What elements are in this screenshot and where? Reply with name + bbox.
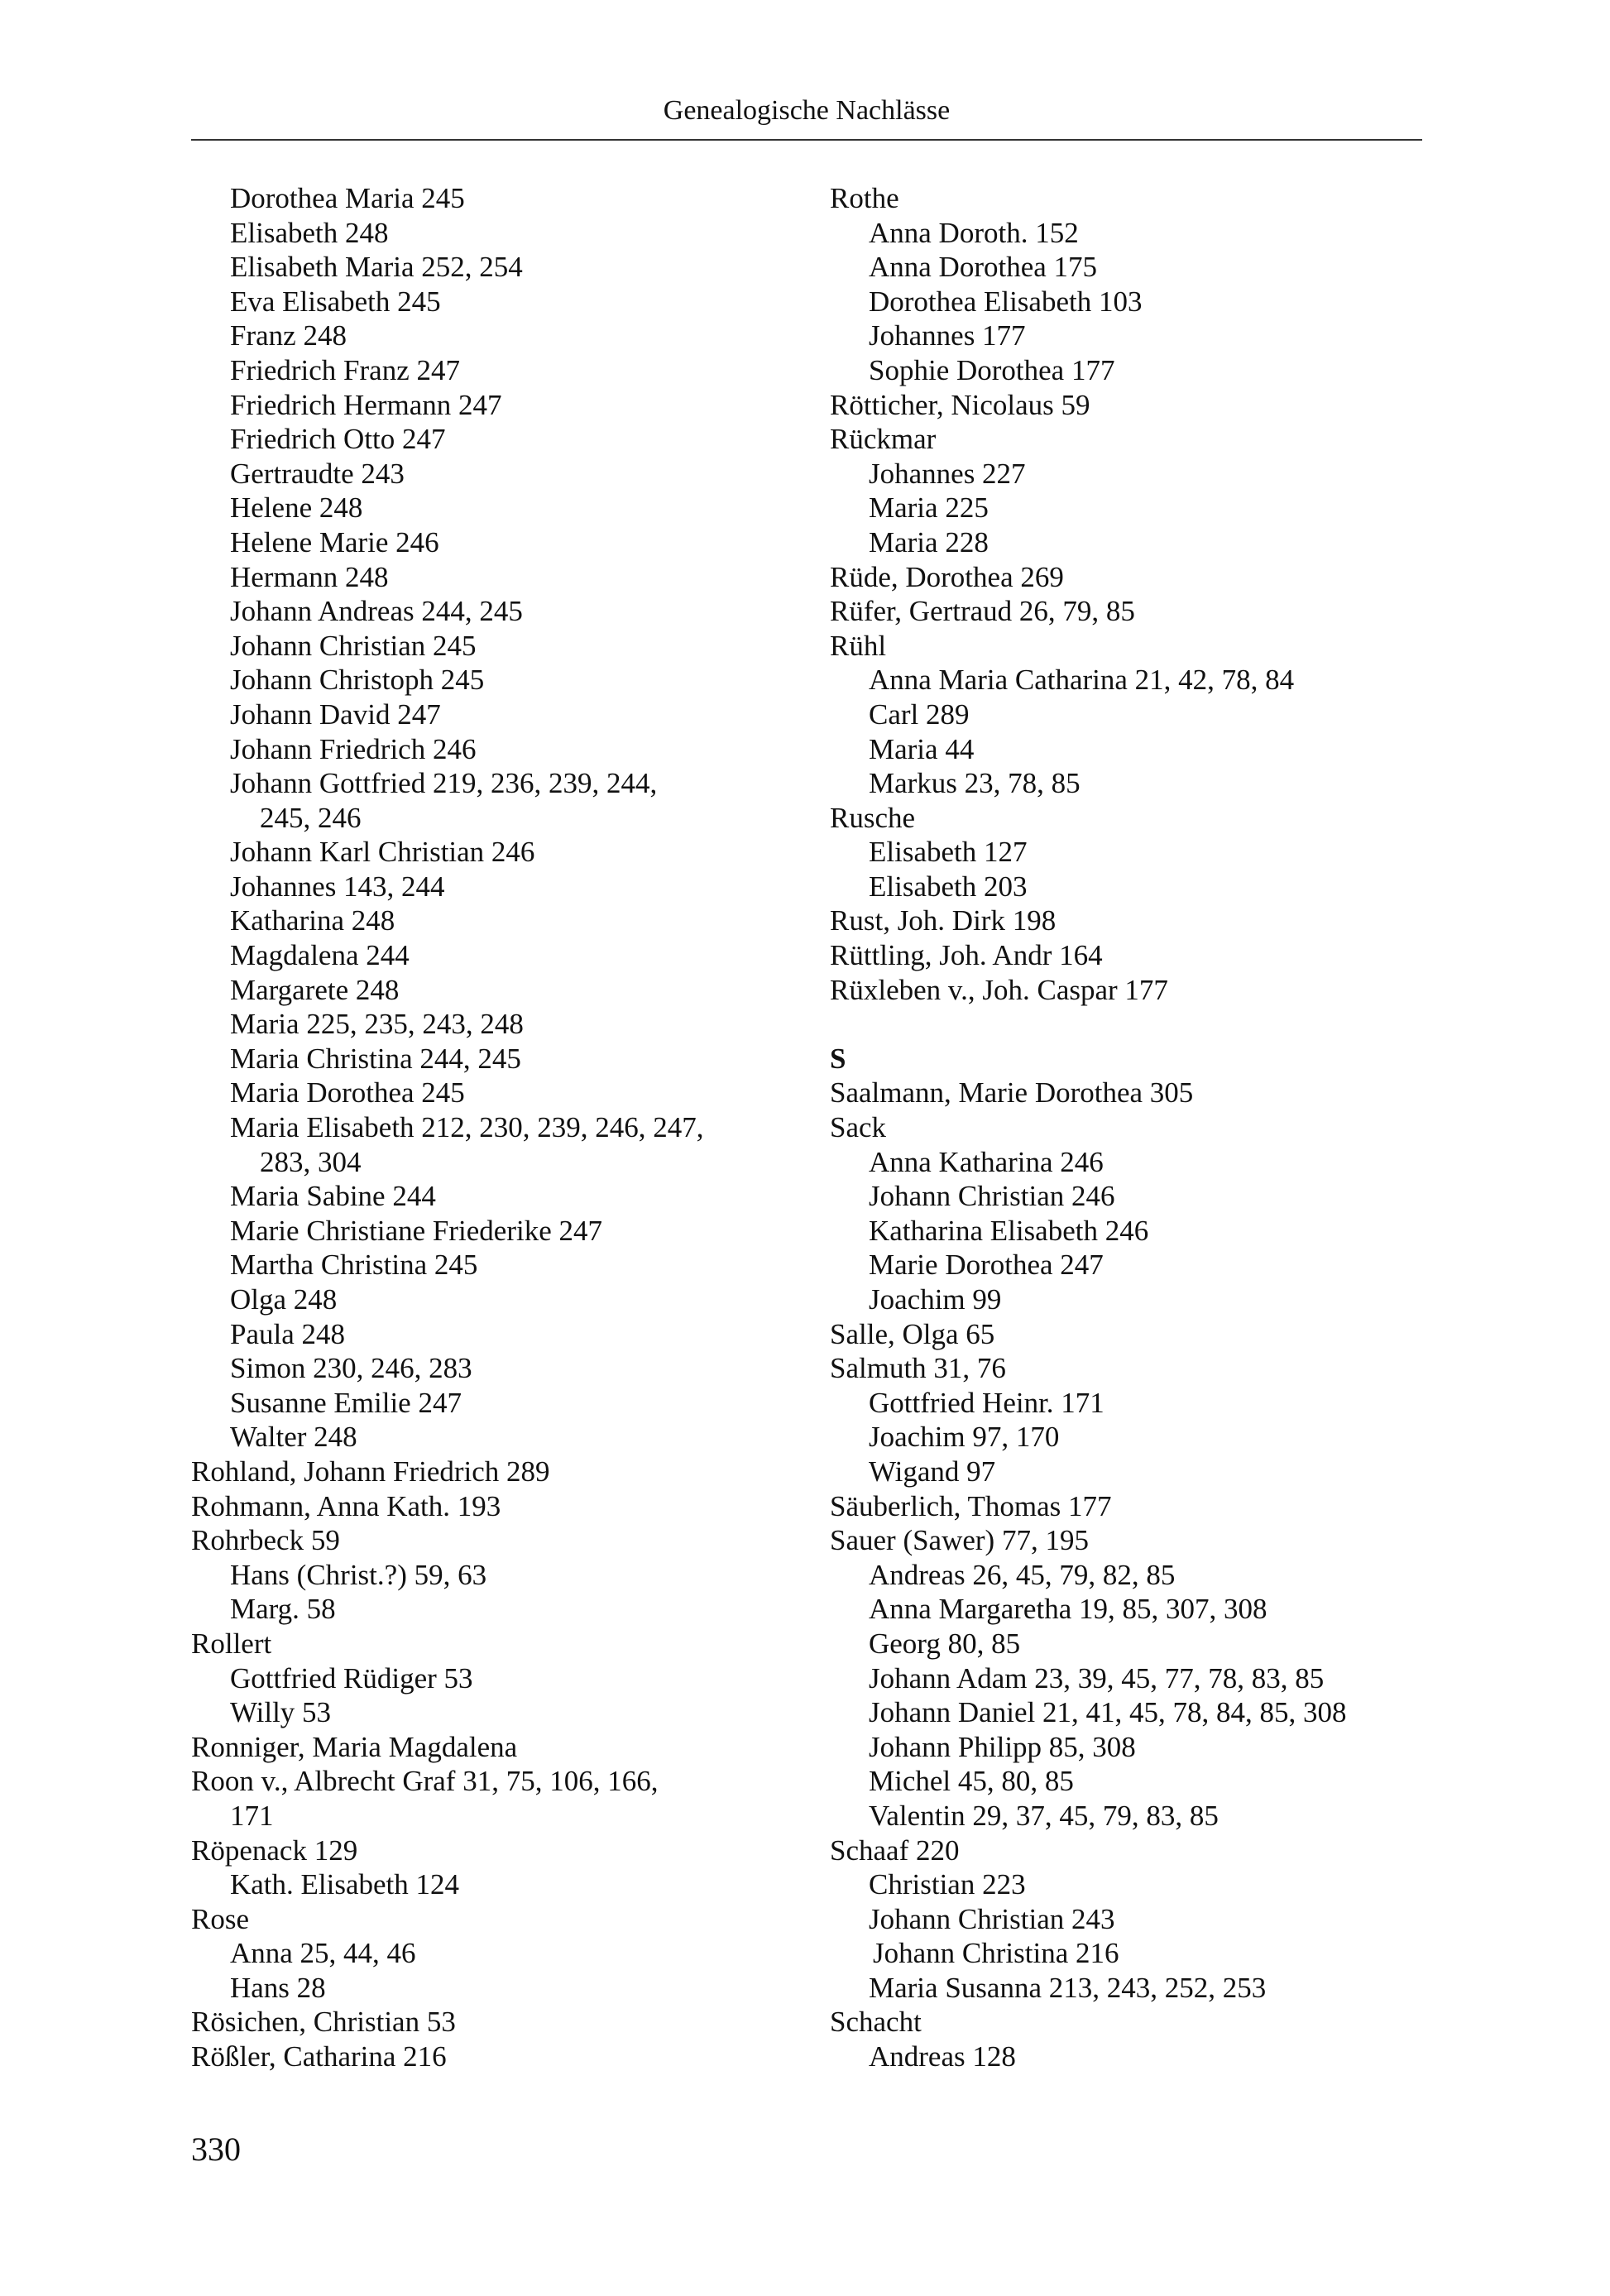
index-entry: Willy 53 <box>230 1696 332 1729</box>
page-number: 330 <box>191 2131 241 2168</box>
index-entry: Maria 225, 235, 243, 248 <box>230 1008 524 1041</box>
index-entry: Marg. 58 <box>230 1593 336 1626</box>
index-entry: Röpenack 129 <box>191 1833 358 1867</box>
index-entry: Anna Doroth. 152 <box>869 216 1079 249</box>
index-entry: Dorothea Maria 245 <box>230 182 465 214</box>
index-entry: Maria 44 <box>869 732 975 765</box>
index-entry: Schacht <box>830 2006 922 2039</box>
index-entry: Rößler, Catharina 216 <box>191 2040 447 2073</box>
index-entry: Johann Christoph 245 <box>230 664 485 697</box>
index-entry: Johann David 247 <box>230 697 441 731</box>
index-entry: Olga 248 <box>230 1283 338 1316</box>
index-entry: Sophie Dorothea 177 <box>869 353 1115 386</box>
index-entry: Walter 248 <box>230 1421 357 1454</box>
index-entry: Johannes 227 <box>869 457 1026 490</box>
index-entry: Simon 230, 246, 283 <box>230 1352 472 1385</box>
index-entry: Maria Susanna 213, 243, 252, 253 <box>869 1971 1267 2004</box>
index-entry: Helene 248 <box>230 491 363 525</box>
index-entry: Schaaf 220 <box>830 1833 960 1867</box>
running-header <box>191 91 1422 141</box>
index-entry: Maria 228 <box>869 525 989 558</box>
index-entry: Christian 223 <box>869 1868 1026 1901</box>
index-entry: Anna 25, 44, 46 <box>230 1937 416 1970</box>
index-entry: Rollert <box>191 1627 272 1660</box>
index-entry: Rohmann, Anna Kath. 193 <box>191 1489 501 1522</box>
index-entry: Rothe <box>830 182 899 214</box>
index-entry-continuation: 171 <box>230 1799 274 1832</box>
index-entry: Johann Karl Christian 246 <box>230 836 535 869</box>
index-entry: Georg 80, 85 <box>869 1627 1021 1660</box>
index-entry-continuation: 283, 304 <box>260 1145 362 1178</box>
index-entry: Anna Margaretha 19, 85, 307, 308 <box>869 1593 1267 1626</box>
index-entry: Johann Christian 245 <box>230 629 477 662</box>
index-entry: Rusche <box>830 801 916 834</box>
index-entry: Rüxleben v., Joh. Caspar 177 <box>830 973 1168 1006</box>
index-entry: Salle, Olga 65 <box>830 1317 995 1350</box>
index-entry: Marie Dorothea 247 <box>869 1249 1104 1282</box>
index-entry: Helene Marie 246 <box>230 525 439 558</box>
index-entry: Maria Dorothea 245 <box>230 1076 465 1110</box>
index-entry: Magdalena 244 <box>230 939 410 972</box>
index-entry: Joachim 99 <box>869 1283 1002 1316</box>
index-entry: Carl 289 <box>869 697 970 731</box>
section-letter: S <box>830 1042 846 1075</box>
index-entry: Rohland, Johann Friedrich 289 <box>191 1455 550 1488</box>
index-entry: Gertraudte 243 <box>230 457 405 490</box>
index-entry: Johannes 177 <box>869 319 1026 352</box>
index-entry: Anna Maria Catharina 21, 42, 78, 84 <box>869 664 1295 697</box>
index-entry: Anna Katharina 246 <box>869 1145 1104 1178</box>
index-entry: Gottfried Rüdiger 53 <box>230 1661 473 1694</box>
index-entry: Martha Christina 245 <box>230 1249 478 1282</box>
index-entry: Rühl <box>830 629 887 662</box>
index-entry: Kath. Elisabeth 124 <box>230 1868 460 1901</box>
section-spacer <box>830 1007 1409 1042</box>
index-entry: Katharina 248 <box>230 904 395 937</box>
index-entry: Dorothea Elisabeth 103 <box>869 285 1143 318</box>
index-entry: Elisabeth 203 <box>869 870 1028 903</box>
index-entry: Rüde, Dorothea 269 <box>830 560 1064 593</box>
index-entry: Valentin 29, 37, 45, 79, 83, 85 <box>869 1799 1219 1832</box>
index-column-right <box>830 181 1409 2074</box>
index-entry: Andreas 26, 45, 79, 82, 85 <box>869 1558 1176 1591</box>
index-entry: Johann Adam 23, 39, 45, 77, 78, 83, 85 <box>869 1661 1325 1694</box>
index-entry: Rösichen, Christian 53 <box>191 2006 456 2039</box>
index-entry: Anna Dorothea 175 <box>869 251 1098 284</box>
index-entry: Rötticher, Nicolaus 59 <box>830 388 1090 421</box>
index-column-left <box>191 181 770 2074</box>
index-entry: Rohrbeck 59 <box>191 1524 340 1557</box>
index-entry: Johann Daniel 21, 41, 45, 78, 84, 85, 308 <box>869 1696 1347 1729</box>
index-entry: Rose <box>191 1902 249 1935</box>
index-entry: Johann Gottfried 219, 236, 239, 244, <box>230 767 658 800</box>
index-entry: Rüfer, Gertraud 26, 79, 85 <box>830 595 1135 628</box>
index-entry: Rückmar <box>830 423 937 456</box>
index-entry: Maria 225 <box>869 491 989 525</box>
index-entry: Friedrich Otto 247 <box>230 423 446 456</box>
index-entry: Katharina Elisabeth 246 <box>869 1214 1149 1247</box>
index-entry-continuation: 245, 246 <box>260 801 362 834</box>
index-entry: Maria Elisabeth 212, 230, 239, 246, 247, <box>230 1111 704 1144</box>
index-entry: Salmuth 31, 76 <box>830 1352 1006 1385</box>
index-entry: Johann Christian 243 <box>869 1902 1115 1935</box>
index-entry: Sack <box>830 1111 887 1144</box>
index-entry: Roon v., Albrecht Graf 31, 75, 106, 166, <box>191 1765 659 1798</box>
index-entry: Markus 23, 78, 85 <box>869 767 1081 800</box>
index-entry: Susanne Emilie 247 <box>230 1386 462 1419</box>
index-entry: Andreas 128 <box>869 2040 1016 2073</box>
index-entry: Johannes 143, 244 <box>230 870 445 903</box>
index-entry: Elisabeth Maria 252, 254 <box>230 251 523 284</box>
index-entry: Johann Philipp 85, 308 <box>869 1730 1136 1763</box>
index-entry: Margarete 248 <box>230 973 400 1006</box>
index-entry: Elisabeth 248 <box>230 216 389 249</box>
index-entry: Maria Christina 244, 245 <box>230 1042 521 1075</box>
index-entry: Joachim 97, 170 <box>869 1421 1060 1454</box>
index-entry: Maria Sabine 244 <box>230 1180 436 1213</box>
index-entry: Paula 248 <box>230 1317 346 1350</box>
index-entry: Wigand 97 <box>869 1455 996 1488</box>
index-entry: Rust, Joh. Dirk 198 <box>830 904 1057 937</box>
index-entry: Johann Friedrich 246 <box>230 732 477 765</box>
index-entry: Hermann 248 <box>230 560 389 593</box>
index-entry: Marie Christiane Friederike 247 <box>230 1214 603 1247</box>
header-title: Genealogische Nachlässe <box>663 95 951 126</box>
index-entry: Johann Andreas 244, 245 <box>230 595 523 628</box>
index-entry: Ronniger, Maria Magdalena <box>191 1730 518 1763</box>
index-entry: Elisabeth 127 <box>869 836 1028 869</box>
index-entry: Hans (Christ.?) 59, 63 <box>230 1558 487 1591</box>
index-entry: Saalmann, Marie Dorothea 305 <box>830 1076 1194 1110</box>
index-entry: Franz 248 <box>230 319 347 352</box>
index-entry: Säuberlich, Thomas 177 <box>830 1489 1112 1522</box>
index-entry: Michel 45, 80, 85 <box>869 1765 1074 1798</box>
index-entry: Friedrich Franz 247 <box>230 353 460 386</box>
index-entry: Rüttling, Joh. Andr 164 <box>830 939 1103 972</box>
index-entry: Johann Christian 246 <box>869 1180 1115 1213</box>
index-entry: Friedrich Hermann 247 <box>230 388 502 421</box>
index-entry: Gottfried Heinr. 171 <box>869 1386 1104 1419</box>
index-entry: Eva Elisabeth 245 <box>230 285 441 318</box>
index-entry: Hans 28 <box>230 1971 326 2004</box>
index-entry: Johann Christina 216 <box>873 1937 1119 1970</box>
index-entry: Sauer (Sawer) 77, 195 <box>830 1524 1089 1557</box>
